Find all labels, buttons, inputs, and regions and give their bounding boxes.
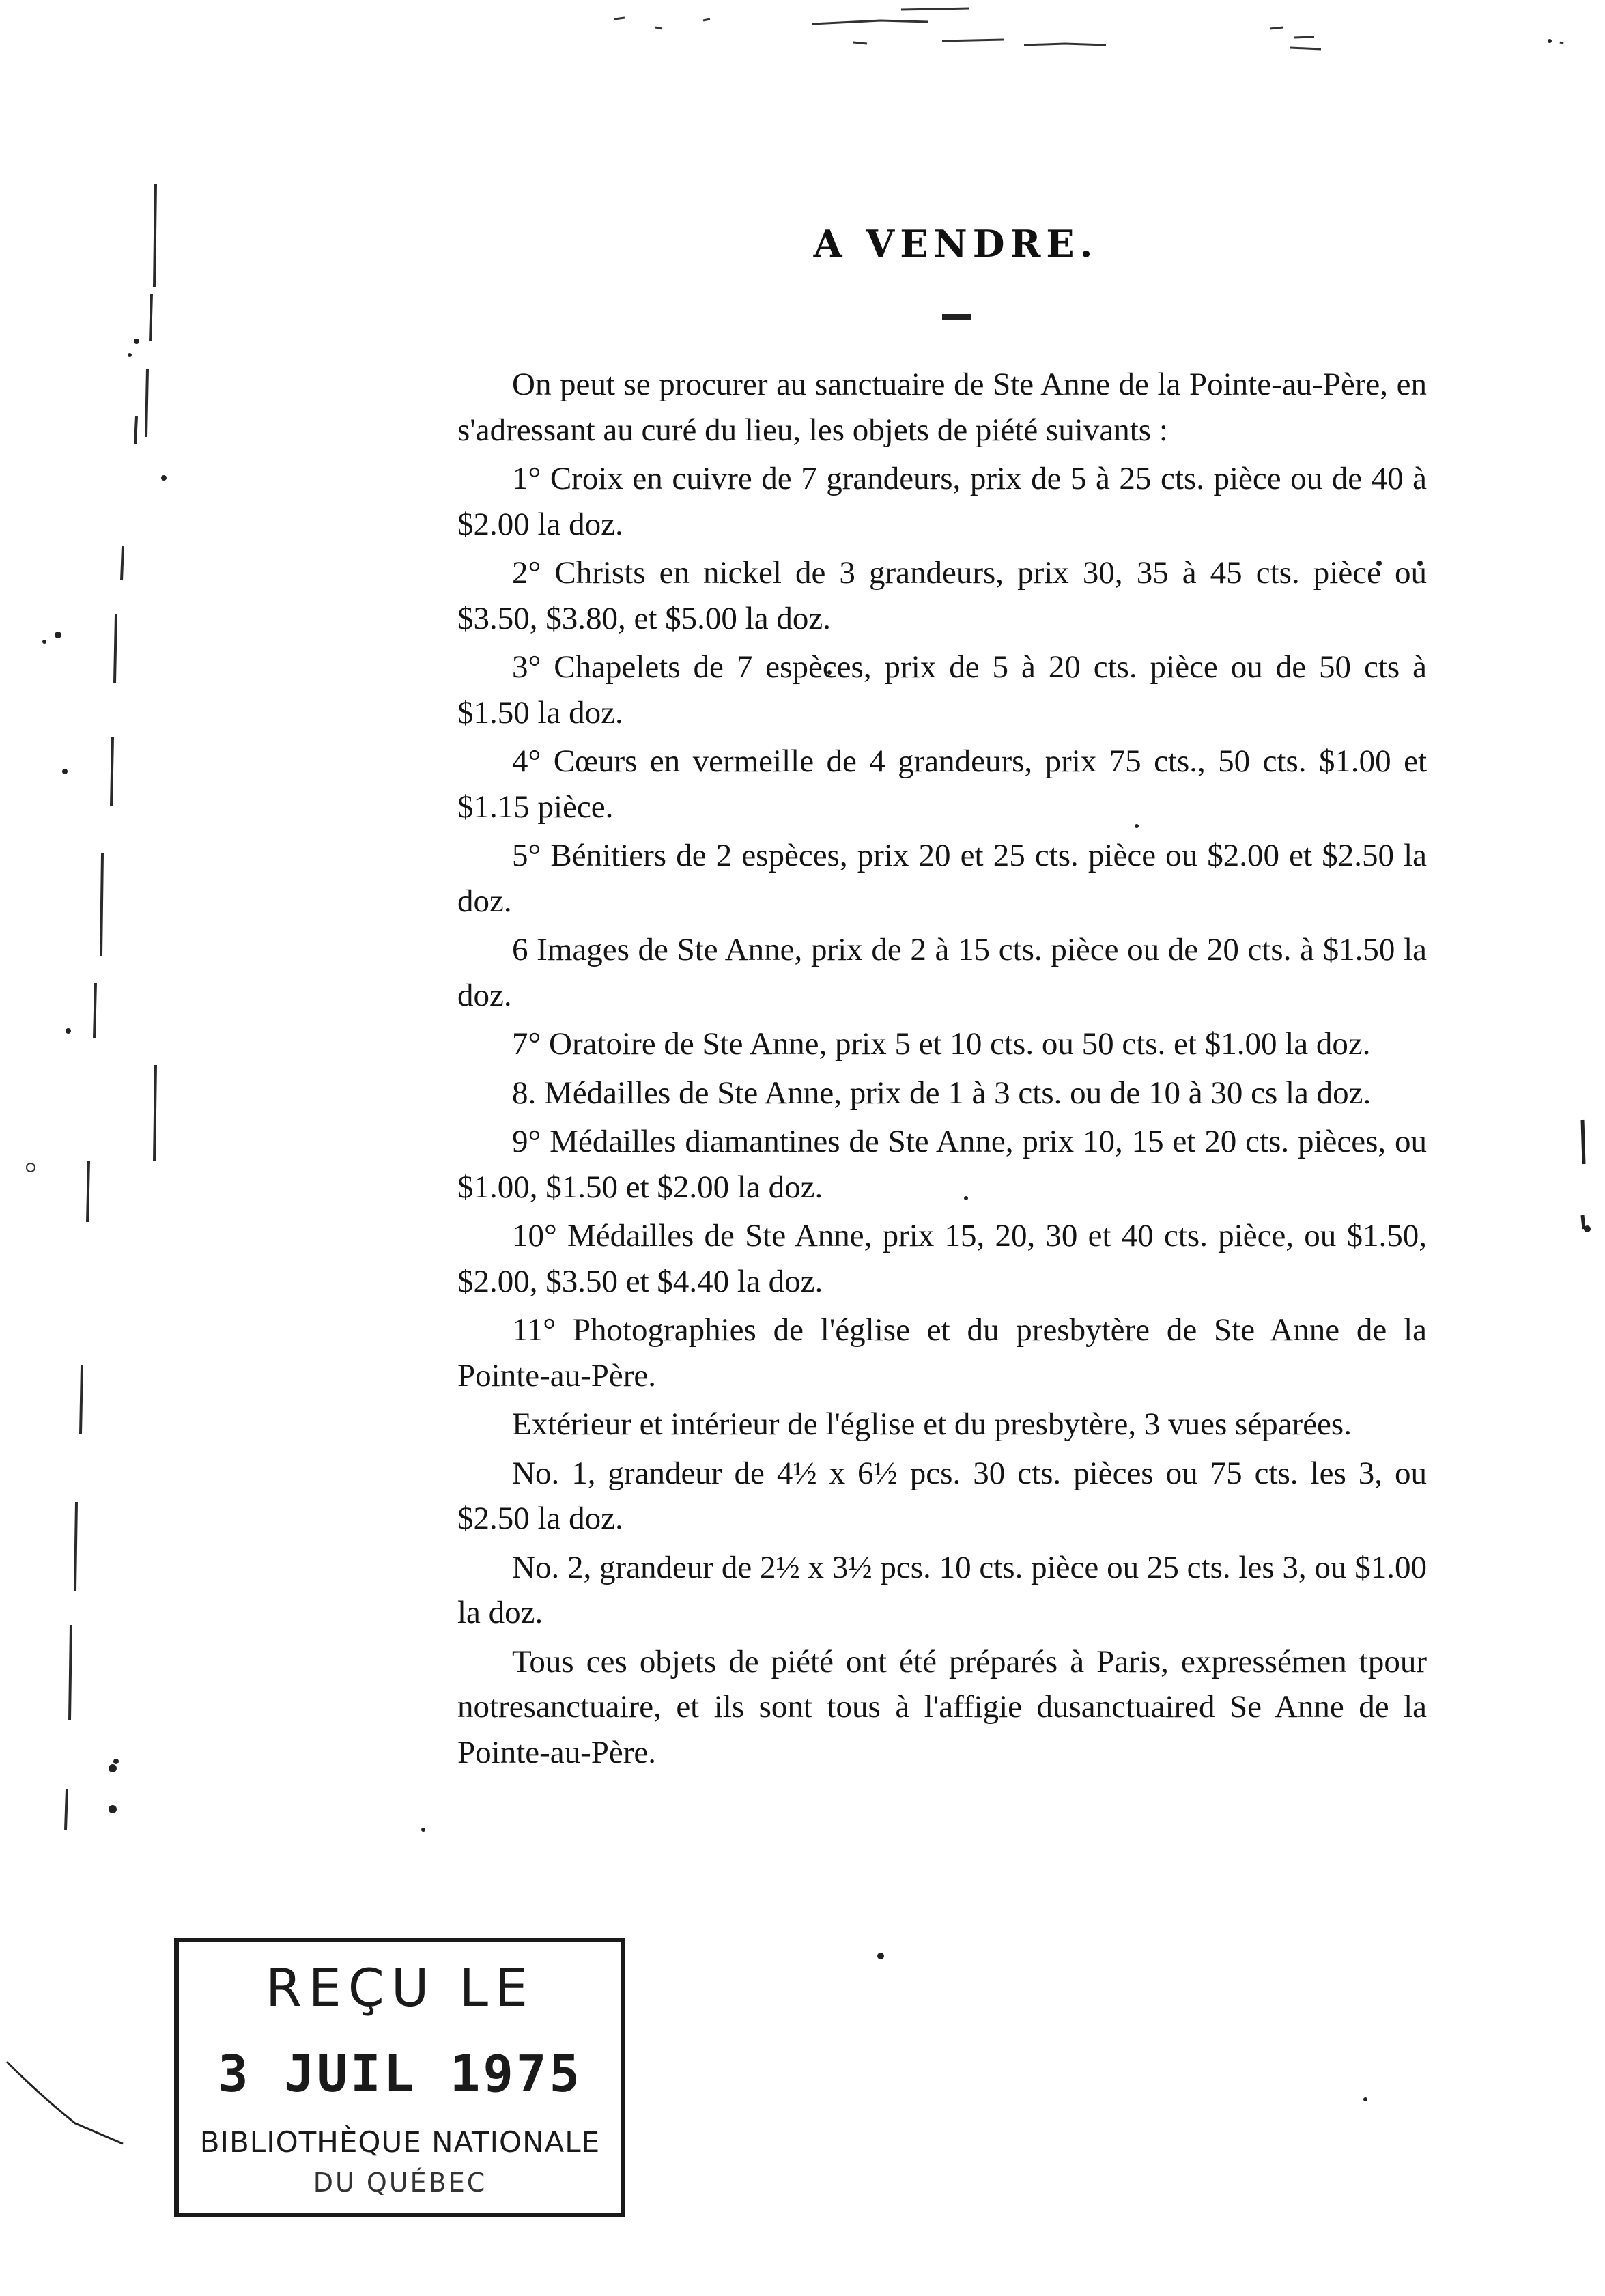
stamp-province: DU QUÉBEC bbox=[313, 2168, 487, 2198]
stamp-date: 3 JUIL 1975 bbox=[217, 2045, 583, 2103]
list-item: 2° Christs en nickel de 3 grandeurs, prix 30, 35 à 45 cts. pièce ou $3.50, $3.80, et $5.00 la doz. bbox=[457, 555, 1427, 636]
intro-paragraph: On peut se procurer au sanctuaire de Ste Anne de la Pointe-au-Père, en s'adressant au curé du lieu, les objets de piété suivants : bbox=[457, 367, 1427, 448]
list-item: 3° Chapelets de 7 espèces, prix de 5 à 20 cts. pièce ou de 50 cts à $1.50 la doz. bbox=[457, 649, 1427, 731]
closing-paragraph: Tous ces objets de piété ont été préparés à Paris, expressémen tpour notresanctuaire, et ils sont tous à l'affigie dusanctuaired Se Anne de la Pointe-au-Père. bbox=[457, 1643, 1427, 1770]
list-item: 4° Cœurs en vermeille de 4 grandeurs, prix 75 cts., 50 cts. $1.00 et $1.15 pièce. bbox=[457, 743, 1427, 825]
list-item: 11° Photographies de l'église et du presbytère de Ste Anne de la Pointe-au-Père. bbox=[457, 1312, 1427, 1393]
received-stamp bbox=[174, 1938, 625, 2217]
list-item: 5° Bénitiers de 2 espèces, prix 20 et 25 cts. pièce ou $2.00 et $2.50 la doz. bbox=[457, 838, 1427, 919]
document-body bbox=[457, 362, 1427, 1778]
title-divider bbox=[942, 314, 971, 320]
list-item: Extérieur et intérieur de l'église et du presbytère, 3 vues séparées. bbox=[512, 1406, 1352, 1442]
list-item: 6 Images de Ste Anne, prix de 2 à 15 cts. pièce ou de 20 cts. à $1.50 la doz. bbox=[457, 932, 1427, 1013]
list-item: 10° Médailles de Ste Anne, prix 15, 20, 30 et 40 cts. pièce, ou $1.50, $2.00, $3.50 et $4.40 la doz. bbox=[457, 1218, 1427, 1299]
stamp-received-label: REÇU LE bbox=[265, 1957, 535, 2018]
list-item: 7° Oratoire de Ste Anne, prix 5 et 10 cts. ou 50 cts. et $1.00 la doz. bbox=[512, 1026, 1371, 1062]
list-item: 1° Croix en cuivre de 7 grandeurs, prix de 5 à 25 cts. pièce ou de 40 à $2.00 la doz. bbox=[457, 461, 1427, 542]
document-title: A VENDRE. bbox=[813, 222, 1098, 266]
stamp-library-name: BIBLIOTHÈQUE NATIONALE bbox=[199, 2125, 601, 2159]
list-item: No. 2, grandeur de 2½ x 3½ pcs. 10 cts. pièce ou 25 cts. les 3, ou $1.00 la doz. bbox=[457, 1549, 1427, 1630]
list-item: 8. Médailles de Ste Anne, prix de 1 à 3 cts. ou de 10 à 30 cs la doz. bbox=[512, 1075, 1372, 1111]
list-item: 9° Médailles diamantines de Ste Anne, prix 10, 15 et 20 cts. pièces, ou $1.00, $1.50 et $2.00 la doz. bbox=[457, 1124, 1427, 1205]
list-item: No. 1, grandeur de 4½ x 6½ pcs. 30 cts. pièces ou 75 cts. les 3, ou $2.50 la doz. bbox=[457, 1455, 1427, 1536]
